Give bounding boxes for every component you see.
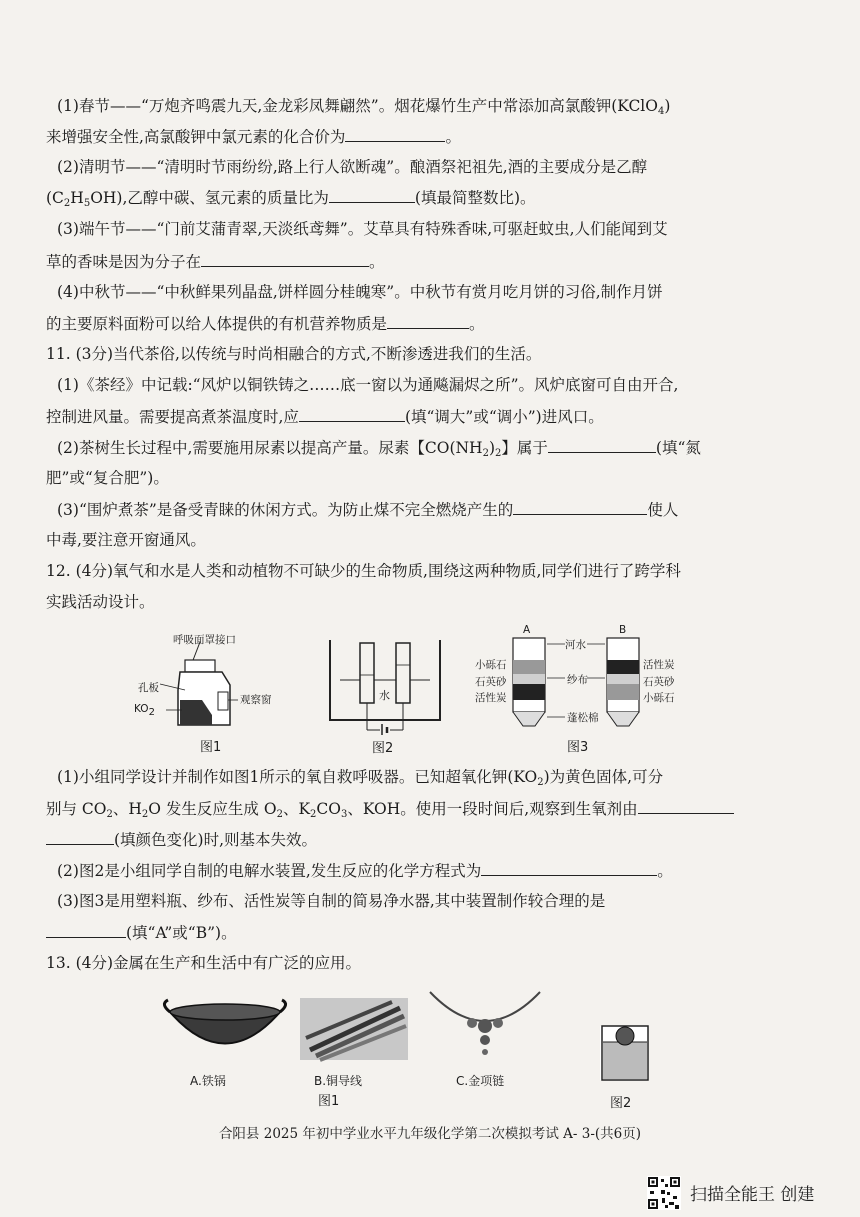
sub: 2 — [495, 448, 502, 459]
label-gravel-right: 小砾石 — [643, 692, 675, 704]
text: ) — [488, 439, 496, 457]
label-sand-right: 石英砂 — [643, 676, 675, 688]
q12-p1-line3 — [46, 828, 860, 851]
sub: 4 — [657, 106, 665, 117]
sub: 3 — [340, 809, 348, 820]
text: ) — [664, 97, 671, 115]
text: (1)春节——“万炮齐鸣震九天,金龙彩凤舞翩然”。烟花爆竹生产中常添加高氯酸钾(KClO — [57, 97, 658, 115]
label-gravel-left: 小砾石 — [475, 659, 507, 671]
q12-p2 — [57, 859, 860, 882]
beaker-drawing — [596, 1006, 656, 1086]
q10-duanwu-line — [57, 218, 860, 240]
text: OH),乙醇中碳、氢元素的质量比为 — [90, 189, 329, 207]
text: 。 — [657, 862, 673, 880]
label-a: A — [523, 624, 531, 636]
text: (2)茶树生长过程中,需要施用尿素以提高产量。尿素【CO(NH — [57, 439, 483, 457]
sub: 2 — [148, 707, 155, 718]
label-carbon-left: 活性炭 — [475, 692, 507, 704]
q12-p3: (3)图3是用塑料瓶、纱布、活性炭等自制的简易净水器,其中装置制作较合理的是 — [57, 892, 606, 910]
q11-p2 — [57, 436, 860, 459]
text: (4)中秋节——“中秋鲜果列晶盘,饼样圆分桂魄寒”。中秋节有赏月吃月饼的习俗,制作月饼 — [57, 283, 663, 301]
text: (填颜色变化)时,则基本失效。 — [114, 831, 318, 849]
label-carbon-right: 活性炭 — [643, 659, 675, 671]
q10-duanwu-line2 — [46, 250, 860, 273]
q11-p3-line2: 中毒,要注意开窗通风。 — [46, 531, 206, 549]
metal-items-drawing — [160, 990, 550, 1070]
label-gold-necklace: C.金项链 — [456, 1074, 505, 1088]
answer-blank[interactable] — [481, 859, 657, 876]
text: CO — [316, 800, 341, 818]
text: O 发生反应生成 O — [148, 800, 277, 818]
label-copper-wire: B.铜导线 — [314, 1074, 363, 1088]
text: (填“氮 — [655, 439, 701, 457]
text: (3)端午节——“门前艾蒲青翠,天淡纸鸢舞”。艾草具有特殊香味,可驱赶蚊虫,人们能闻到艾 — [57, 220, 668, 238]
text: 控制进风量。需要提高煮茶温度时,应 — [46, 408, 299, 426]
text: 使人 — [647, 501, 679, 519]
answer-blank[interactable] — [201, 250, 369, 267]
scanner-brand-text: 扫描全能王 创建 — [690, 1185, 815, 1205]
label-iron-wok: A.铁锅 — [190, 1074, 226, 1088]
q10-zhongqiu-line — [57, 281, 860, 303]
q12-p1-line2 — [46, 797, 860, 820]
answer-blank[interactable] — [345, 125, 445, 142]
q11-p1: (1)《茶经》中记载:“风炉以铜铁铸之……底一窗以为通飚漏烬之所”。风炉底窗可自由开合, — [57, 376, 679, 394]
q13-title: 13. (4分)金属在生产和生活中有广泛的应用。 — [46, 954, 362, 972]
q13-figure-1 — [160, 990, 550, 1110]
text: (填最简整数比)。 — [414, 189, 536, 207]
q12-p3-line2 — [46, 921, 860, 944]
sub: 2 — [63, 198, 71, 209]
text: 。 — [445, 128, 461, 146]
text: KO — [134, 703, 149, 715]
figure-2-label: 图2 — [372, 741, 394, 756]
answer-blank[interactable] — [299, 405, 405, 422]
sub: 2 — [482, 448, 489, 459]
q11-p2-line2: 肥”或“复合肥”)。 — [46, 469, 169, 487]
page-footer: 合阳县 2025 年初中学业水平九年级化学第二次模拟考试 A- 3-(共6页) — [218, 1126, 642, 1142]
q10-spring-line2 — [46, 125, 860, 148]
text: 、H — [112, 800, 142, 818]
label-water: 水 — [379, 689, 390, 702]
sub: 2 — [276, 809, 283, 820]
q10-zhongqiu-line2 — [46, 312, 860, 335]
answer-blank[interactable] — [548, 436, 656, 453]
text: )为黄色固体,可分 — [543, 768, 664, 786]
label-cotton: 蓬松棉 — [567, 712, 599, 724]
figure-1-respirator — [130, 630, 290, 755]
q13-figure-2 — [596, 1006, 656, 1111]
text: (填“A”或“B”)。 — [126, 924, 237, 942]
text: (填“调大”或“调小”)进风口。 — [404, 408, 604, 426]
label-gauze: 纱布 — [567, 674, 588, 686]
q10-spring-line — [57, 95, 860, 117]
q13-figure-2-label: 图2 — [610, 1096, 632, 1111]
gold-necklace-image — [430, 992, 540, 1055]
answer-blank[interactable] — [46, 828, 114, 845]
answer-blank[interactable] — [329, 186, 415, 203]
answer-blank[interactable] — [46, 921, 126, 938]
text: 来增强安全性,高氯酸钾中氯元素的化合价为 — [46, 128, 346, 146]
figure-1-label: 图1 — [200, 740, 222, 755]
label-sand-left: 石英砂 — [475, 676, 507, 688]
copper-wire-image — [300, 998, 408, 1060]
q11-title: 11. (3分)当代茶俗,以传统与时尚相融合的方式,不断渗透进我们的生活。 — [46, 345, 542, 363]
text: 别与 CO — [46, 800, 107, 818]
text: 。 — [469, 315, 485, 333]
q10-qingming-line — [57, 156, 860, 178]
text: (3)“围炉煮茶”是备受青睐的休闲方式。为防止煤不完全燃烧产生的 — [57, 501, 514, 519]
answer-blank[interactable] — [387, 312, 469, 329]
label-mask-port: 呼吸面罩接口 — [173, 634, 236, 646]
label-agent — [134, 703, 155, 718]
answer-blank[interactable] — [513, 498, 647, 515]
q12-title: 12. (4分)氧气和水是人类和动植物不可缺少的生命物质,围绕这两种物质,同学们进行了跨学科 — [46, 562, 681, 580]
answer-blank[interactable] — [638, 797, 734, 814]
q11-p1-line2 — [46, 405, 860, 428]
q12-title-line2: 实践活动设计。 — [46, 593, 155, 611]
text: H — [70, 189, 84, 207]
q12-p1 — [57, 766, 860, 788]
label-plate: 孔板 — [138, 682, 159, 694]
sub: 2 — [106, 809, 113, 820]
qr-code-icon — [647, 1176, 681, 1210]
text: 的主要原料面粉可以给人体提供的有机营养物质是 — [46, 315, 388, 333]
text: (C — [46, 189, 64, 207]
text: 】属于 — [501, 439, 548, 457]
figure-3-purifiers — [475, 622, 685, 755]
iron-wok-image — [164, 1000, 285, 1044]
figure-2-electrolysis — [325, 635, 445, 755]
sub: 2 — [141, 809, 149, 820]
label-window: 观察窗 — [240, 694, 272, 706]
text: (1)小组同学设计并制作如图1所示的氧自救呼吸器。已知超氧化钾(KO — [57, 768, 538, 786]
q13-figure-1-label: 图1 — [318, 1094, 340, 1109]
sub: 2 — [310, 809, 317, 820]
text: 草的香味是因为分子在 — [46, 253, 202, 271]
sub: 2 — [537, 777, 544, 788]
text: 、KOH。使用一段时间后,观察到生氧剂由 — [347, 800, 638, 818]
text: (2)图2是小组同学自制的电解水装置,发生反应的化学方程式为 — [57, 862, 482, 880]
electrolysis-drawing — [325, 635, 445, 735]
q10-qingming-line2 — [46, 186, 860, 209]
sub: 5 — [83, 198, 91, 209]
label-b: B — [619, 624, 627, 636]
figure-3-label: 图3 — [567, 740, 589, 755]
q11-p3 — [57, 498, 860, 521]
text: 、K — [282, 800, 311, 818]
text: 。 — [369, 253, 385, 271]
label-river-water: 河水 — [565, 639, 586, 651]
text: (2)清明节——“清明时节雨纷纷,路上行人欲断魂”。酿酒祭祀祖先,酒的主要成分是乙醇 — [57, 158, 648, 176]
